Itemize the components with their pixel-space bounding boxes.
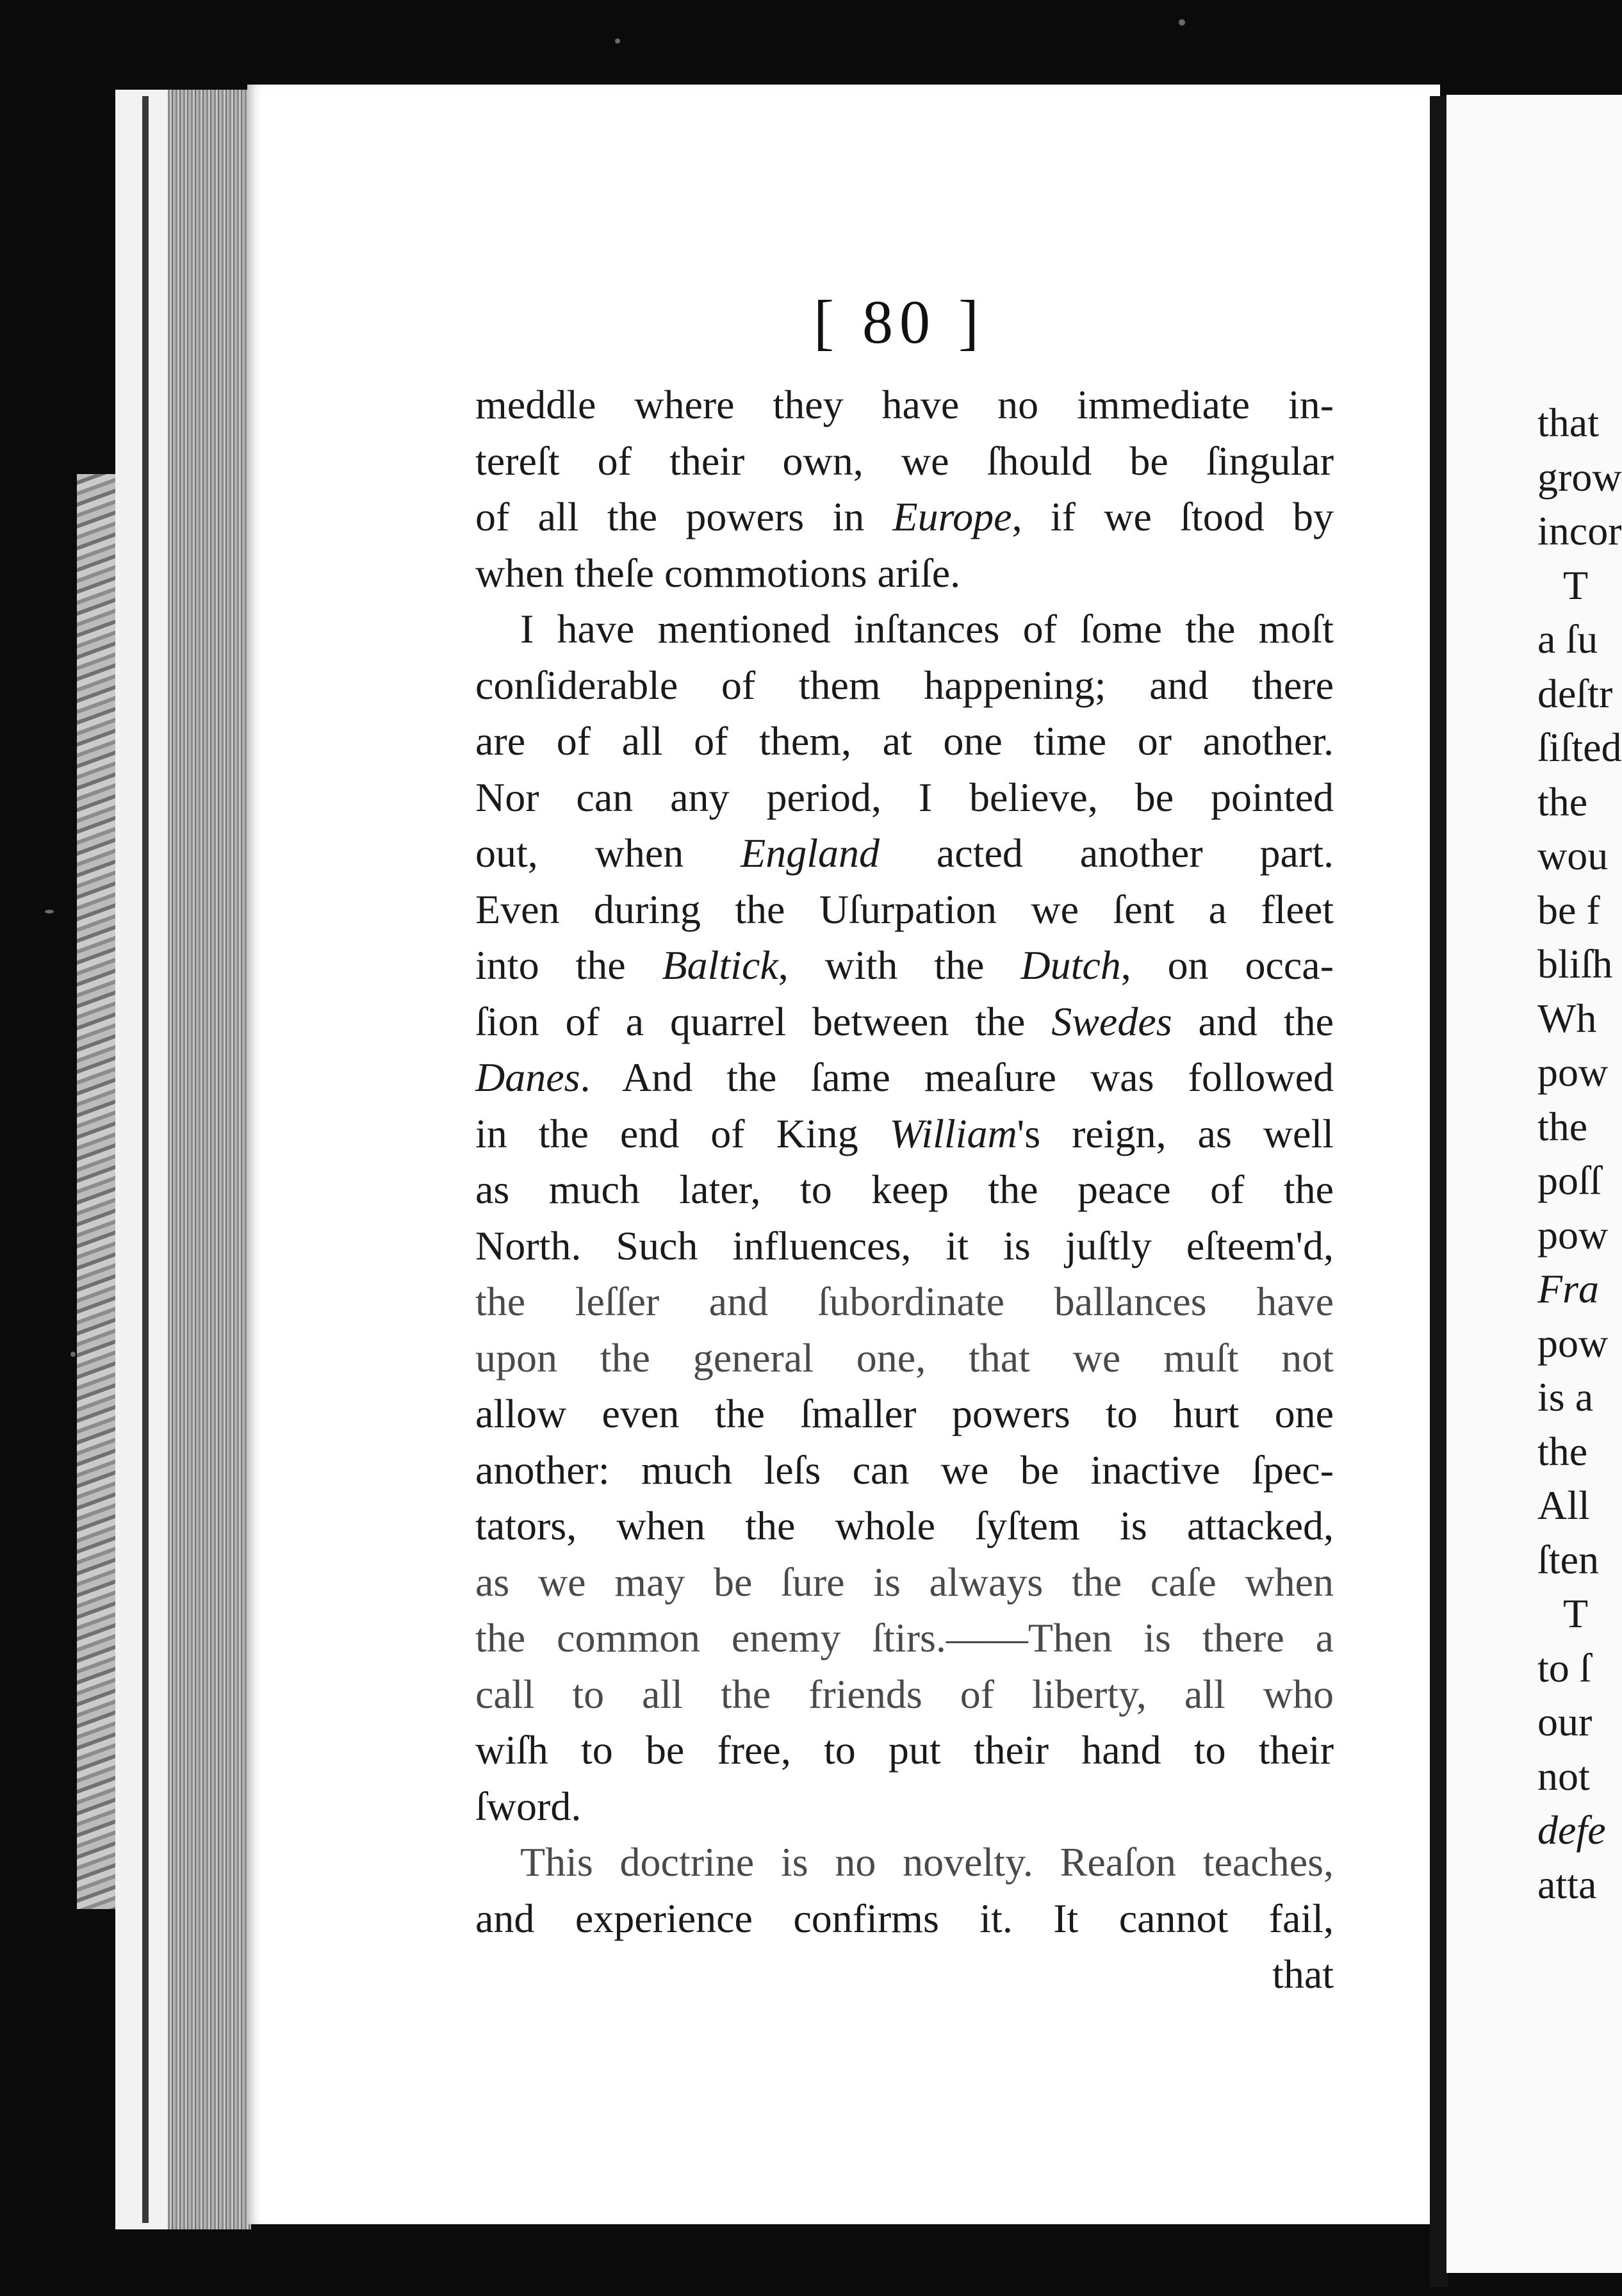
facing-line: to ſ (1537, 1644, 1591, 1691)
text-line: as we may be ſure is always the caſe when (475, 1559, 1334, 1605)
text-line: ſword. (475, 1783, 582, 1829)
facing-line: T (1563, 562, 1589, 608)
facing-line: ſten (1537, 1536, 1599, 1582)
facing-line: deſtr (1537, 670, 1613, 716)
text-line: into the Baltick, with the Dutch, on occa- (475, 942, 1334, 988)
facing-line: be f (1537, 887, 1600, 933)
text-line: allow even the ſmaller powers to hurt one (475, 1391, 1334, 1436)
facing-line: pow (1537, 1320, 1609, 1366)
text-line: in the end of King William's reign, as well (475, 1110, 1334, 1156)
text-line: Even during the Uſurpation we ſent a fleet (475, 886, 1334, 932)
page-number: [ 80 ] (814, 288, 985, 356)
facing-page-text (1537, 396, 1622, 1912)
text-line: tators, when the whole ſyſtem is attacked, (475, 1503, 1334, 1548)
text-line: out, when England acted another part. (475, 830, 1334, 876)
text-line: wiſh to be free, to put their hand to their (475, 1727, 1334, 1773)
text-line: the common enemy ſtirs.——Then is there a (475, 1615, 1334, 1660)
text-line: are of all of them, at one time or another. (475, 718, 1334, 764)
cover-spine-line (142, 96, 149, 2223)
scan-speck (1179, 19, 1185, 26)
facing-line: grow (1537, 454, 1622, 500)
facing-line: wou (1537, 833, 1609, 878)
page-block-edge (168, 90, 251, 2229)
facing-line: that (1537, 400, 1599, 445)
text-line: when theſe commotions ariſe. (475, 550, 961, 596)
text-line: another: much leſs can we be inactive ſpec- (475, 1447, 1334, 1493)
text-line: Danes. And the ſame meaſure was followed (475, 1054, 1334, 1100)
facing-line: bliſh (1537, 941, 1613, 987)
facing-line: pow (1537, 1049, 1609, 1095)
text-line: of all the powers in Europe, if we ſtood by (475, 494, 1334, 539)
body-text (475, 377, 1334, 2003)
facing-line: poſſ (1537, 1158, 1602, 1203)
text-line: I have mentioned inſtances of ſome the moſt (520, 606, 1334, 652)
facing-line: atta (1537, 1861, 1597, 1907)
facing-line: not (1537, 1753, 1590, 1799)
text-line: This doctrine is no novelty. Reaſon teaches, (520, 1839, 1334, 1885)
facing-line: our (1537, 1699, 1593, 1744)
text-line: and experience confirms it. It cannot fail, (475, 1895, 1334, 1941)
facing-line: T (1563, 1591, 1589, 1636)
facing-line: defe (1537, 1807, 1606, 1853)
text-line: North. Such influences, it is juſtly eſteem'd, (475, 1222, 1334, 1268)
text-line: as much later, to keep the peace of the (475, 1167, 1334, 1212)
text-line: the leſſer and ſubordinate ballances have (475, 1279, 1334, 1324)
facing-line: is a (1537, 1374, 1594, 1420)
scan-speck (45, 910, 54, 914)
facing-line: pow (1537, 1211, 1609, 1258)
text-line: meddle where they have no immediate in- (475, 382, 1334, 427)
facing-line: ſiſted (1537, 725, 1622, 770)
facing-line: a ſu (1537, 616, 1598, 662)
facing-line: Wh (1537, 995, 1597, 1041)
facing-line: the (1537, 1103, 1588, 1149)
text-line: call to all the friends of liberty, all who (475, 1671, 1334, 1717)
facing-line: All (1537, 1482, 1590, 1528)
text-line: ſion of a quarrel between the Swedes and the (475, 998, 1334, 1044)
facing-line: Fra (1537, 1266, 1599, 1311)
text-line: Nor can any period, I believe, be pointed (475, 774, 1334, 820)
facing-line: the (1537, 778, 1588, 824)
scan-speck (70, 1352, 76, 1357)
catchword: that (1272, 1951, 1334, 1997)
facing-line: the (1537, 1428, 1588, 1474)
text-line: conſiderable of them happening; and there (475, 662, 1334, 708)
text-line: upon the general one, that we muſt not (475, 1334, 1334, 1381)
page-gutter (1430, 96, 1448, 2287)
scan-speck (615, 38, 620, 44)
text-line: tereſt of their own, we ſhould be ſingular (475, 438, 1334, 484)
facing-line: incor (1537, 508, 1622, 554)
